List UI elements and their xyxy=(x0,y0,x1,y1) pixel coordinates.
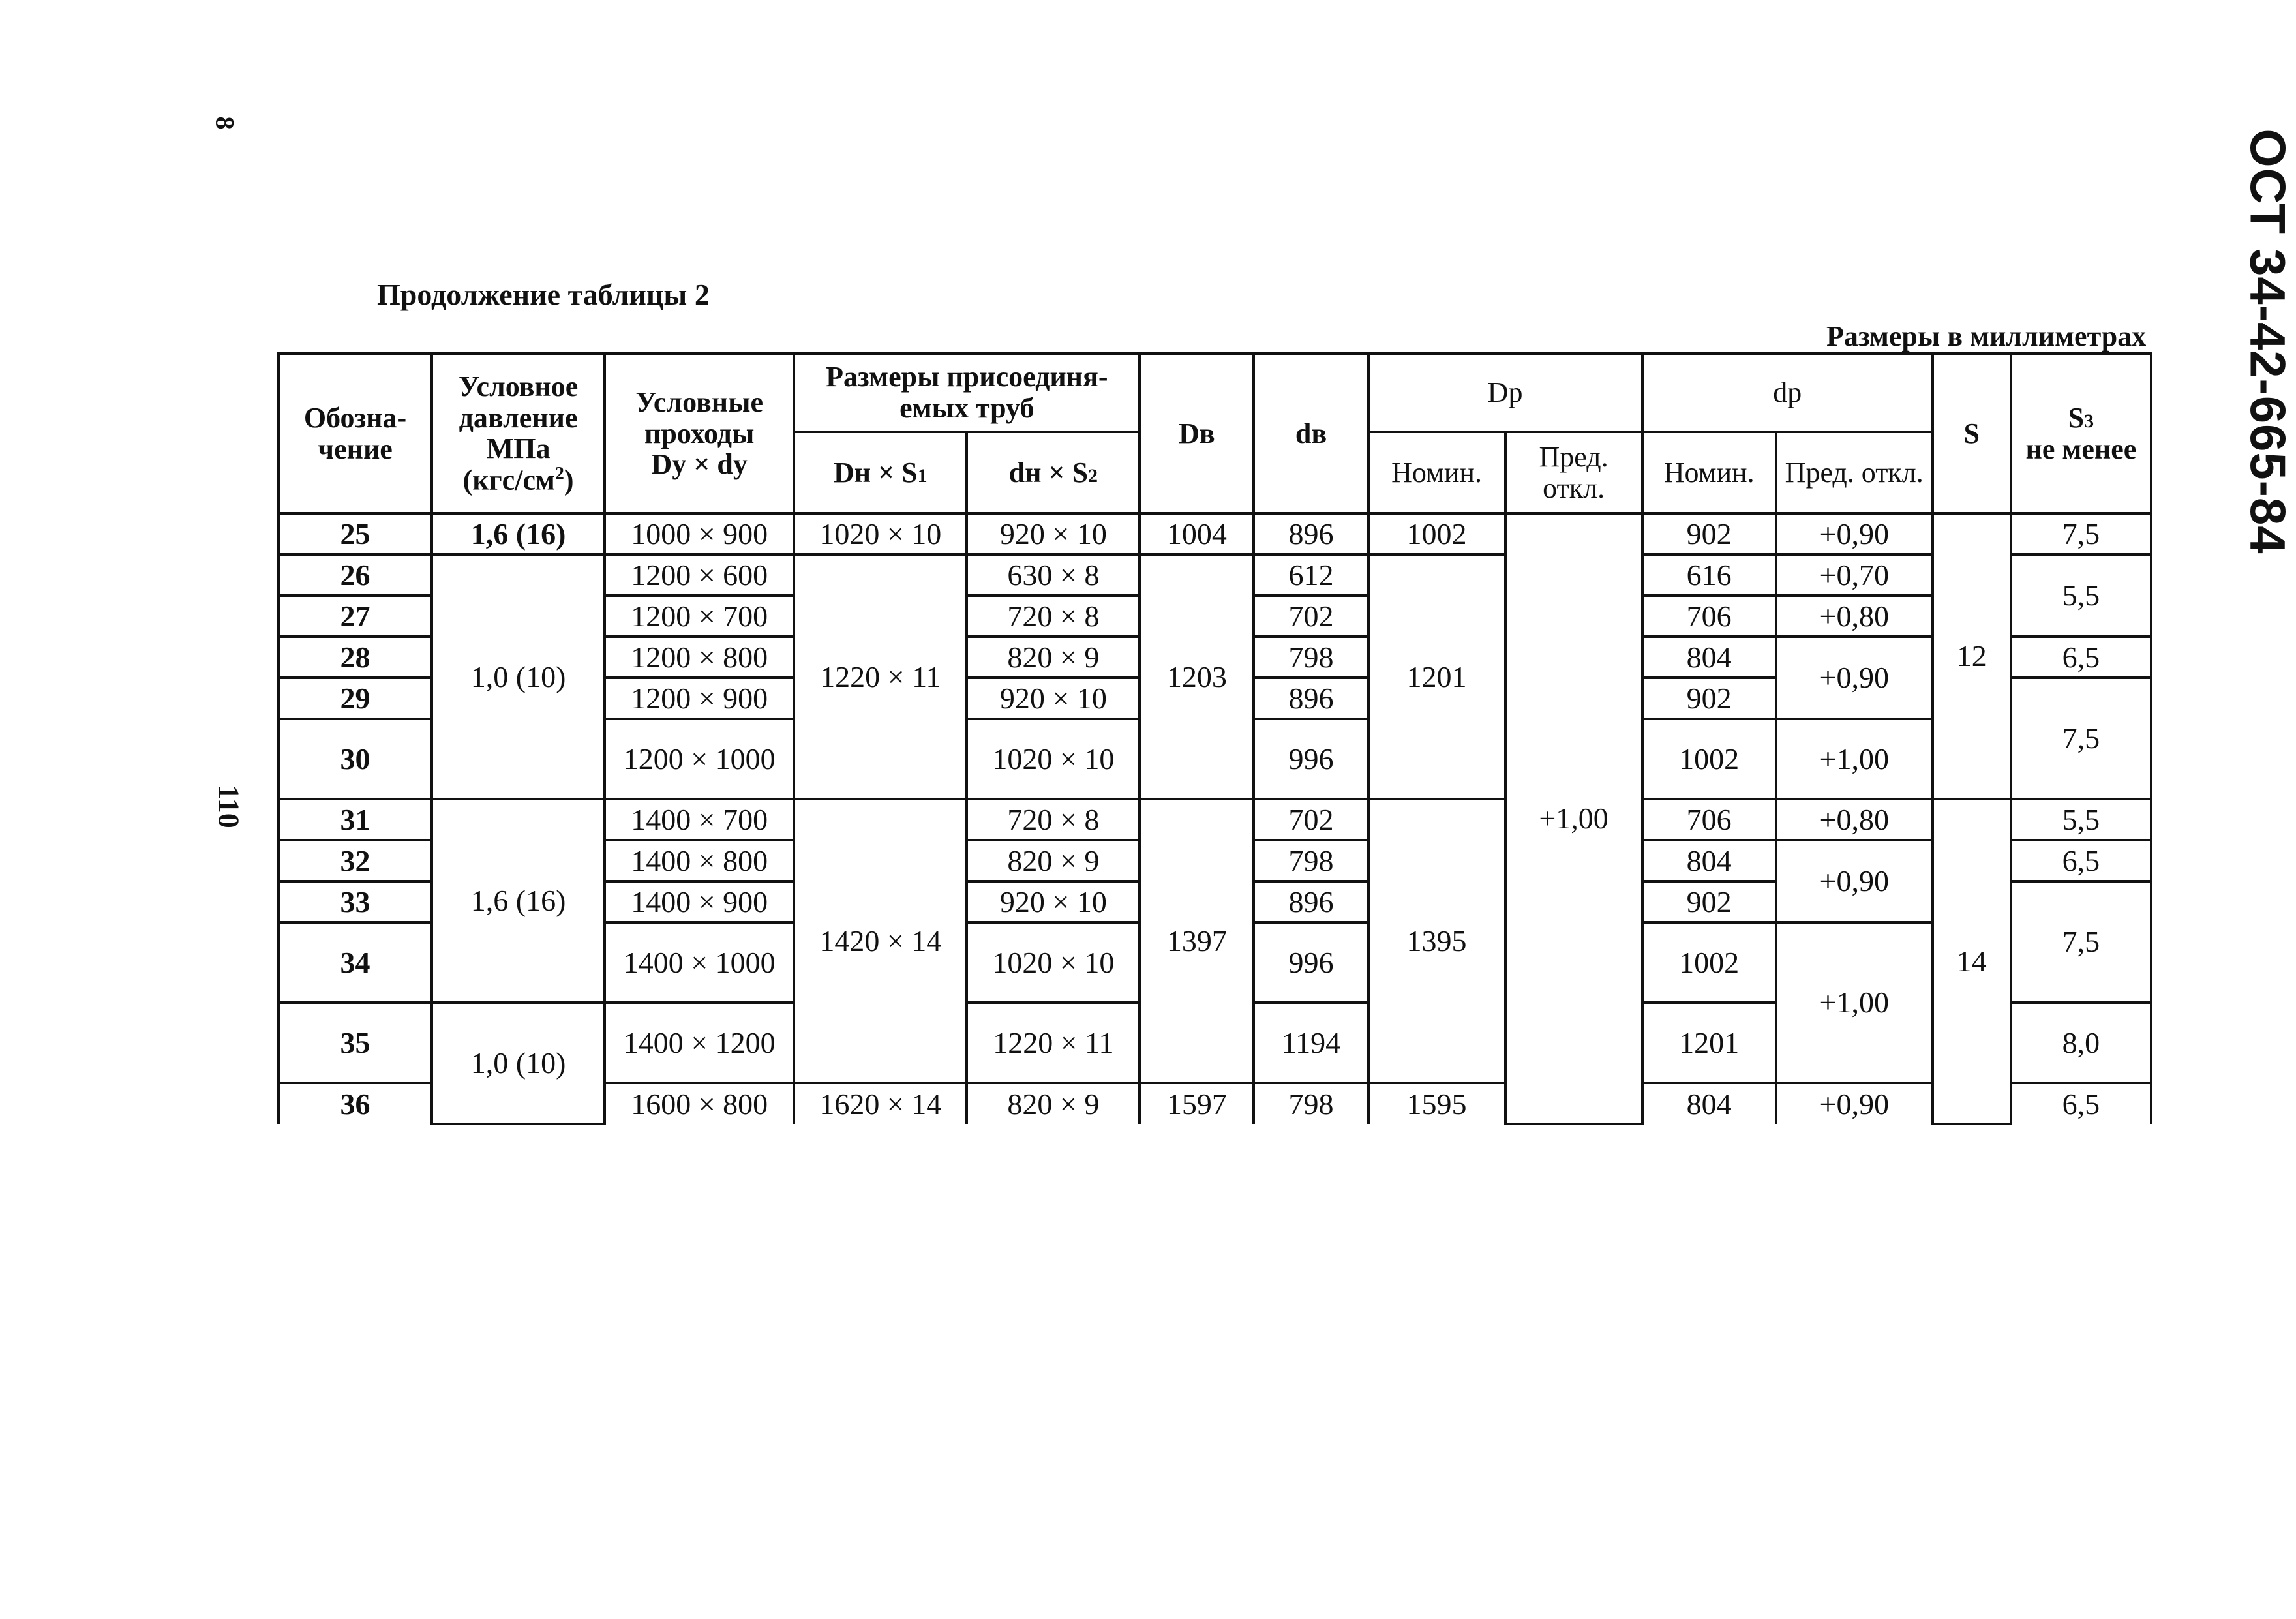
cell-dp-tolerance: +0,70 xyxy=(1776,554,1933,596)
header-Dp-tolerance: Пред. откл. xyxy=(1505,432,1642,513)
cell-designation: 31 xyxy=(279,799,432,840)
cell-dv: 612 xyxy=(1254,554,1368,596)
cell-pipe-d: 820 × 9 xyxy=(967,1083,1140,1124)
cell-dp-nominal: 706 xyxy=(1642,596,1776,637)
cell-pipe-d: 820 × 9 xyxy=(967,637,1140,678)
cell-pressure: 1,0 (10) xyxy=(432,554,605,799)
cell-S3: 7,5 xyxy=(2011,881,2151,1003)
cell-dv: 896 xyxy=(1254,678,1368,719)
cell-dp-tolerance: +0,80 xyxy=(1776,596,1933,637)
cell-dv: 798 xyxy=(1254,637,1368,678)
cell-passages: 1200 × 800 xyxy=(605,637,794,678)
cell-pressure: 1,0 (10) xyxy=(432,1003,605,1124)
document-code: ОСТ 34-42-665-84 xyxy=(2239,129,2295,554)
cell-dv: 996 xyxy=(1254,922,1368,1003)
header-dp-nominal: Номин. xyxy=(1642,432,1776,513)
cell-dp-nominal: 1002 xyxy=(1642,719,1776,799)
cell-dv: 702 xyxy=(1254,799,1368,840)
cell-passages: 1400 × 1000 xyxy=(605,922,794,1003)
table-row xyxy=(279,554,2151,596)
cell-pipe-d: 1220 × 11 xyxy=(967,1003,1140,1083)
table-row xyxy=(279,799,2151,840)
cell-Dp-tolerance: +1,00 xyxy=(1505,513,1642,1124)
cell-dp-nominal: 902 xyxy=(1642,678,1776,719)
cell-Dv: 1397 xyxy=(1140,799,1254,1083)
cell-pressure: 1,6 (16) xyxy=(432,513,605,554)
cell-dv: 798 xyxy=(1254,840,1368,881)
cell-dp-tolerance: +0,90 xyxy=(1776,1083,1933,1124)
cell-passages: 1400 × 900 xyxy=(605,881,794,922)
table-caption: Продолжение таблицы 2 xyxy=(377,278,710,311)
cell-S3: 8,0 xyxy=(2011,1003,2151,1083)
cell-dv: 1194 xyxy=(1254,1003,1368,1083)
dimensions-table xyxy=(277,352,2152,1125)
cell-dp-nominal: 1201 xyxy=(1642,1003,1776,1083)
cell-dp-tolerance: +0,90 xyxy=(1776,637,1933,719)
cell-dp-nominal: 706 xyxy=(1642,799,1776,840)
cell-designation: 26 xyxy=(279,554,432,596)
cell-designation: 36 xyxy=(279,1083,432,1124)
cell-passages: 1200 × 1000 xyxy=(605,719,794,799)
header-dp-tolerance: Пред. откл. xyxy=(1776,432,1933,513)
cell-dv: 996 xyxy=(1254,719,1368,799)
cell-dp-nominal: 902 xyxy=(1642,513,1776,554)
cell-pipe-d: 630 × 8 xyxy=(967,554,1140,596)
table-row xyxy=(279,513,2151,554)
header-S3: S3 не менее xyxy=(2011,354,2151,513)
cell-dp-tolerance: +0,90 xyxy=(1776,513,1933,554)
cell-Dp-nominal: 1201 xyxy=(1368,554,1505,799)
cell-designation: 30 xyxy=(279,719,432,799)
cell-passages: 1400 × 1200 xyxy=(605,1003,794,1083)
cell-dp-tolerance: +0,80 xyxy=(1776,799,1933,840)
header-passages: Условные проходы Dу × dу xyxy=(605,354,794,513)
cell-Dv: 1597 xyxy=(1140,1083,1254,1124)
header-dv: dв xyxy=(1254,354,1368,513)
cell-dv: 896 xyxy=(1254,513,1368,554)
cell-S: 14 xyxy=(1933,799,2011,1124)
cell-designation: 33 xyxy=(279,881,432,922)
units-note: Размеры в миллиметрах xyxy=(1826,320,2147,352)
cell-S3: 5,5 xyxy=(2011,799,2151,840)
cell-dp-nominal: 616 xyxy=(1642,554,1776,596)
cell-S3: 7,5 xyxy=(2011,678,2151,799)
cell-pipe-D: 1220 × 11 xyxy=(794,554,967,799)
cell-pipe-d: 720 × 8 xyxy=(967,596,1140,637)
cell-dv: 702 xyxy=(1254,596,1368,637)
cell-S3: 6,5 xyxy=(2011,1083,2151,1124)
cell-designation: 25 xyxy=(279,513,432,554)
cell-passages: 1200 × 700 xyxy=(605,596,794,637)
cell-Dp-nominal: 1395 xyxy=(1368,799,1505,1083)
header-pipe-sizes: Размеры присоединя-емых труб xyxy=(794,354,1140,432)
cell-pipe-d: 920 × 10 xyxy=(967,513,1140,554)
cell-dp-nominal: 902 xyxy=(1642,881,1776,922)
header-dp: dp xyxy=(1642,354,1933,432)
page-number-top: 8 xyxy=(210,116,240,130)
header-pipe-d: dн × S2 xyxy=(967,432,1140,513)
header-Dp-nominal: Номин. xyxy=(1368,432,1505,513)
cell-pipe-D: 1420 × 14 xyxy=(794,799,967,1083)
cell-S3: 5,5 xyxy=(2011,554,2151,637)
cell-designation: 28 xyxy=(279,637,432,678)
cell-Dv: 1203 xyxy=(1140,554,1254,799)
cell-designation: 35 xyxy=(279,1003,432,1083)
header-pipe-D: Dн × S1 xyxy=(794,432,967,513)
cell-pipe-D: 1020 × 10 xyxy=(794,513,967,554)
cell-pressure: 1,6 (16) xyxy=(432,799,605,1003)
cell-S: 12 xyxy=(1933,513,2011,799)
cell-dp-nominal: 1002 xyxy=(1642,922,1776,1003)
cell-dv: 798 xyxy=(1254,1083,1368,1124)
cell-S3: 6,5 xyxy=(2011,840,2151,881)
cell-pipe-d: 820 × 9 xyxy=(967,840,1140,881)
cell-designation: 34 xyxy=(279,922,432,1003)
cell-passages: 1400 × 700 xyxy=(605,799,794,840)
cell-passages: 1200 × 600 xyxy=(605,554,794,596)
page-number-side: 110 xyxy=(212,785,246,828)
cell-pipe-d: 920 × 10 xyxy=(967,678,1140,719)
cell-S3: 7,5 xyxy=(2011,513,2151,554)
cell-dv: 896 xyxy=(1254,881,1368,922)
cell-S3: 6,5 xyxy=(2011,637,2151,678)
cell-Dp-nominal: 1595 xyxy=(1368,1083,1505,1124)
header-Dp: Dp xyxy=(1368,354,1642,432)
cell-designation: 32 xyxy=(279,840,432,881)
cell-Dv: 1004 xyxy=(1140,513,1254,554)
cell-pipe-d: 1020 × 10 xyxy=(967,719,1140,799)
cell-pipe-d: 720 × 8 xyxy=(967,799,1140,840)
cell-passages: 1000 × 900 xyxy=(605,513,794,554)
cell-dp-tolerance: +0,90 xyxy=(1776,840,1933,922)
cell-dp-nominal: 804 xyxy=(1642,840,1776,881)
cell-passages: 1400 × 800 xyxy=(605,840,794,881)
cell-passages: 1200 × 900 xyxy=(605,678,794,719)
header-designation: Обозна-чение xyxy=(279,354,432,513)
cell-dp-tolerance: +1,00 xyxy=(1776,719,1933,799)
header-pressure: Условное давление МПа $(кгс/см^2)$ xyxy=(432,354,605,513)
cell-pipe-d: 920 × 10 xyxy=(967,881,1140,922)
cell-passages: 1600 × 800 xyxy=(605,1083,794,1124)
cell-designation: 27 xyxy=(279,596,432,637)
header-Dv: Dв xyxy=(1140,354,1254,513)
cell-Dp-nominal: 1002 xyxy=(1368,513,1505,554)
cell-dp-nominal: 804 xyxy=(1642,637,1776,678)
cell-pipe-d: 1020 × 10 xyxy=(967,922,1140,1003)
header-S: S xyxy=(1933,354,2011,513)
cell-designation: 29 xyxy=(279,678,432,719)
cell-pipe-D: 1620 × 14 xyxy=(794,1083,967,1124)
cell-dp-tolerance: +1,00 xyxy=(1776,922,1933,1083)
cell-dp-nominal: 804 xyxy=(1642,1083,1776,1124)
